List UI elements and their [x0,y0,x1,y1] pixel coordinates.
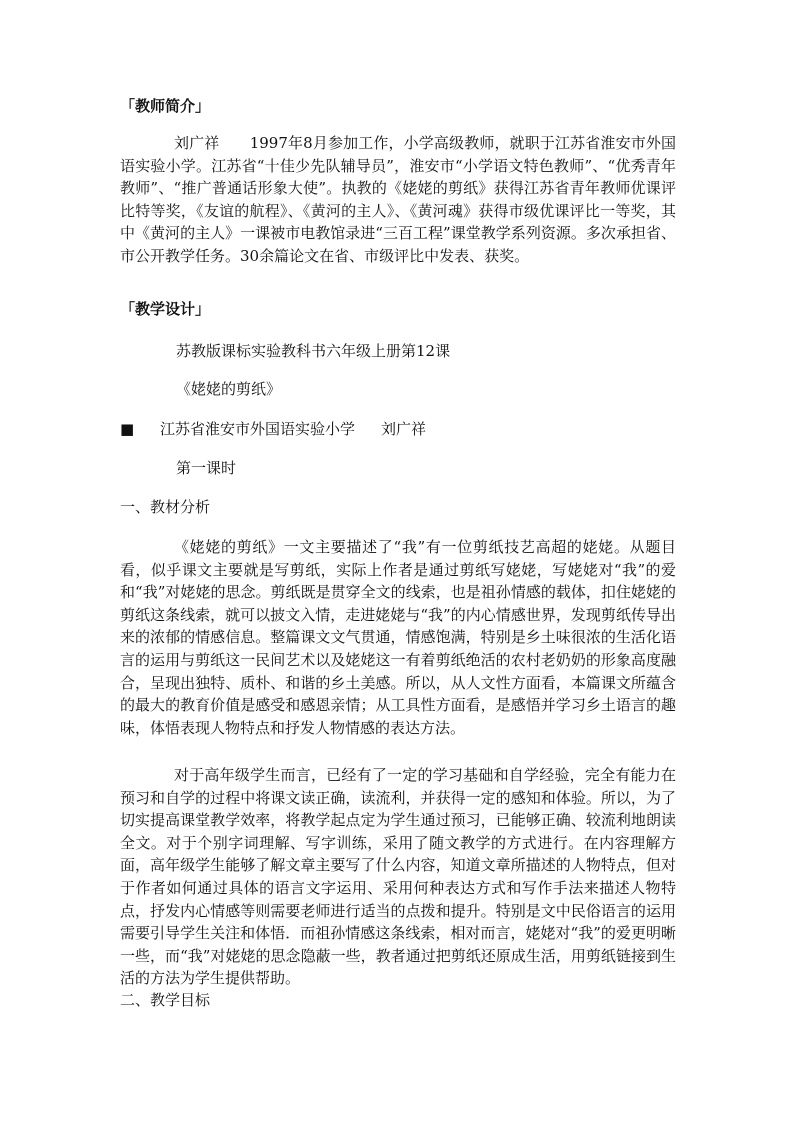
lesson-title: 《姥姥的剪纸》 [176,380,282,398]
teacher-intro-paragraph: 刘广祥 1997年8月参加工作，小学高级教师，就职于江苏省淮安市外国语实验小学。江苏省“十佳少先队辅导员”，淮安市“小学语文特色教师”、“优秀青年教师”、“推广普通话形象大使”。执教的《姥姥的剪纸》获得江苏省青年教师优课评比特等奖，《友谊的航程》、《黄河的主人》、《黄河魂》获得市级优课评比一等奖，其中《黄河的主人》一课被市电教馆录进“三百工程”课堂教学系列资源。多次承担省、市公开教学任务。30余篇论文在省、市级评比中发表、获奖。 [120,134,676,265]
section2-heading: 二、教学目标 [120,991,211,1009]
bullet-square: ■ [120,420,135,438]
school-author-line [120,418,676,440]
textbook-info: 苏教版课标实验教科书六年级上册第12课 [176,342,451,360]
teacher-intro-heading: 「教师简介」 [120,97,211,115]
period-label: 第一课时 [176,459,237,477]
author-name: 刘广祥 [381,420,427,438]
section1-heading: 一、教材分析 [120,498,211,516]
design-heading: 「教学设计」 [120,300,211,318]
school-name: 江苏省淮安市外国语实验小学 [160,420,356,438]
section1-paragraph-2: 对于高年级学生而言，已经有了一定的学习基础和自学经验，完全有能力在预习和自学的过程中将课文读正确，读流利，并获得一定的感知和体验。所以，为了切实提高课堂教学效率，将教学起点定为学生通过预习，已能够正确、较流利地朗读全文。对于个别字词理解、写字训练，采用了随文教学的方式进行。在内容理解方面，高年级学生能够了解文章主要写了什么内容，知道文章所描述的人物特点，但对于作者如何通过具体的语言文字运用、采用何种表达方式和写作手法来描述人物特点，抒发内心情感等则需要老师进行适当的点拨和提升。特别是文中民俗语言的运用需要引导学生关注和体悟．而祖孙情感这条线索，相对而言，姥姥对“我”的爱更明晰一些，而“我”对姥姥的思念隐蔽一些，教者通过把剪纸还原成生活，用剪纸链接到生活的方法为学生提供帮助。 [120,766,676,988]
section1-paragraph-1: 《姥姥的剪纸》一文主要描述了“我”有一位剪纸技艺高超的姥姥。从题目看，似乎课文主要就是写剪纸，实际上作者是通过剪纸写姥姥，写姥姥对“我”的爱和“我”对姥姥的思念。剪纸既是贯穿全文的线索，也是祖孙情感的载体，扣住姥姥的剪纸这条线索，就可以披文入情，走进姥姥与“我”的内心情感世界，发现剪纸传导出来的浓郁的情感信息。整篇课文文气贯通，情感饱满，特别是乡土味很浓的生活化语言的运用与剪纸这一民间艺术以及姥姥这一有着剪纸绝活的农村老奶奶的形象高度融合，呈现出独特、质朴、和谐的乡土美感。所以，从人文性方面看，本篇课文所蕴含的最大的教育价值是感受和感恩亲情；从工具性方面看，是感悟并学习乡土语言的趣味，体悟表现人物特点和抒发人物情感的表达方法。 [120,538,676,737]
